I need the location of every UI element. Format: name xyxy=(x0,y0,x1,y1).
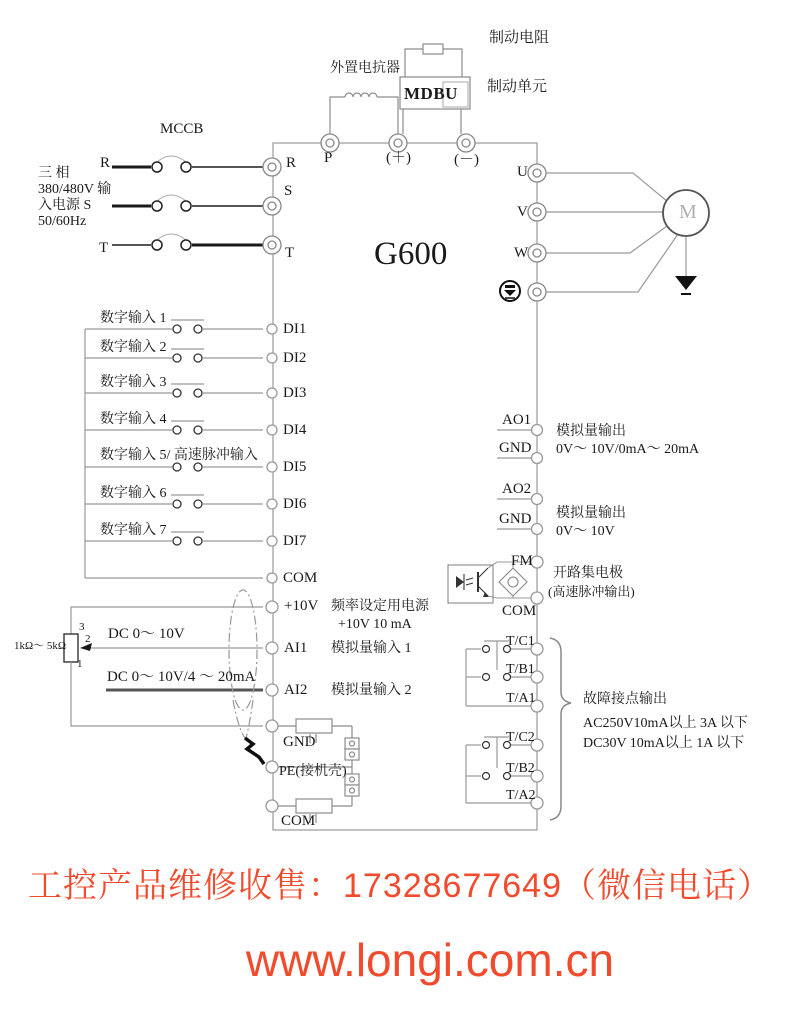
tb1-label: T/B1 xyxy=(506,662,535,677)
terminal-plus-label: (＋) xyxy=(386,150,411,166)
pe-ground-icon xyxy=(500,281,520,301)
relay-spec2: DC30V 10mA以上 1A 以下 xyxy=(583,736,745,751)
terminal-s-label: S xyxy=(284,183,293,199)
input-row-r xyxy=(112,156,263,172)
plus10v-desc: 频率设定用电源 xyxy=(331,599,429,614)
gnd-terminal-label: GND xyxy=(283,734,316,750)
com-bottom-terminal-label: COM xyxy=(281,813,316,829)
footer-website-link[interactable]: www.longi.com.cn xyxy=(245,934,615,986)
pot-pin2-label: 2 xyxy=(85,633,91,645)
motor-label: M xyxy=(679,201,697,223)
ao1-gnd-label: GND xyxy=(499,440,532,456)
source-line: 三 相 xyxy=(38,166,70,181)
di-label: 数字输入 6 xyxy=(100,486,167,501)
mdbu-label: MDBU xyxy=(404,84,458,103)
pot-pin1-label: 1 xyxy=(77,658,83,670)
tb2-label: T/B2 xyxy=(506,761,535,776)
pulse-output-desc: (高速脉冲输出) xyxy=(548,584,635,599)
footer-contact-text: 工控产品维修收售：17328677649（微信电话） xyxy=(28,867,772,905)
ao2-gnd-label: GND xyxy=(499,511,532,527)
control-terminals-left xyxy=(266,324,278,812)
terminal-t-label: T xyxy=(285,245,295,261)
motor-wires xyxy=(546,173,686,292)
terminal-p-label: P xyxy=(324,150,333,166)
power-source-note xyxy=(38,166,111,230)
ao1-terminal-label: AO1 xyxy=(502,412,532,428)
terminal-minus-label: (－) xyxy=(454,152,479,168)
brace-icon xyxy=(550,638,571,820)
terminal-w-label: W xyxy=(514,245,529,261)
di-label: 数字输入 5/ 高速脉冲输入 xyxy=(100,448,258,463)
ai2-wire-label: DC 0～ 10V/4 ～ 20mA xyxy=(107,669,256,685)
pe-terminal-label: PE(接机壳) xyxy=(279,764,347,779)
ai2-desc: 模拟量输入 2 xyxy=(331,683,412,698)
relay-spec1: AC250V10mA以上 3A 以下 xyxy=(583,716,748,731)
di-terminal-label: DI3 xyxy=(283,385,307,401)
tc1-label: T/C1 xyxy=(506,634,535,649)
di-switch-icon xyxy=(85,463,263,471)
tc2-label: T/C2 xyxy=(506,730,535,745)
open-collector-desc: 开路集电极 xyxy=(553,566,623,581)
source-line: 入电源 S xyxy=(38,198,92,214)
shielded-cable-icon xyxy=(229,590,257,738)
shield-drain-wire xyxy=(245,738,264,764)
ta1-label: T/A1 xyxy=(506,691,536,706)
input-row-t xyxy=(112,234,263,250)
motor-ground-icon xyxy=(675,276,697,294)
reactor-label: 外置电抗器 xyxy=(330,61,400,76)
com-terminal-label: COM xyxy=(283,570,318,586)
ai1-desc: 模拟量输入 1 xyxy=(331,641,412,656)
source-line: 380/480V 输 xyxy=(38,182,112,198)
pot-value-label: 1kΩ～ 5kΩ xyxy=(14,640,67,652)
relay-desc: 故障接点输出 xyxy=(583,692,667,707)
terminal-v-label: V xyxy=(517,204,528,220)
di-terminal-label: DI7 xyxy=(283,533,307,549)
ai1-wire-label: DC 0～ 10V xyxy=(108,626,185,642)
fm-com-terminal-label: COM xyxy=(502,603,537,619)
brake-resistor-label: 制动电阻 xyxy=(489,30,550,46)
di-terminal-label: DI5 xyxy=(283,459,307,475)
di-terminal-label: DI2 xyxy=(283,350,307,366)
ao2-desc2: 0V～ 10V xyxy=(556,524,615,539)
plus10v-terminal-label: +10V xyxy=(284,598,319,614)
pot-pin3-label: 3 xyxy=(79,621,85,633)
di-label: 数字输入 1 xyxy=(100,311,167,326)
di-label: 数字输入 7 xyxy=(100,523,167,538)
di-terminal-label: DI1 xyxy=(283,321,307,337)
di-label: 数字输入 4 xyxy=(100,412,167,427)
ao1-desc2: 0V～ 10V/0mA～ 20mA xyxy=(556,442,700,457)
ao1-desc1: 模拟量输出 xyxy=(556,424,626,439)
input-row-s xyxy=(112,195,263,211)
mccb-breaker-rows xyxy=(112,156,263,250)
ai1-terminal-label: AI1 xyxy=(284,640,308,656)
coil-icon xyxy=(345,93,377,97)
di-label: 数字输入 2 xyxy=(100,340,167,355)
phase-r-label: R xyxy=(100,155,111,171)
brake-resistor-circuit xyxy=(405,44,462,77)
reactor-circuit xyxy=(330,93,398,134)
fm-terminal-label: FM xyxy=(511,553,533,569)
terminal-r-label: R xyxy=(286,155,297,171)
phase-t-label: T xyxy=(99,240,109,256)
inverter-model-label: G600 xyxy=(374,236,448,272)
di-terminal-label: DI6 xyxy=(283,496,307,512)
terminal-u-label: U xyxy=(517,164,528,180)
di-terminal-label: DI4 xyxy=(283,422,307,438)
diode-bridge-icon xyxy=(499,568,527,596)
source-line: 50/60Hz xyxy=(38,214,87,230)
ai2-terminal-label: AI2 xyxy=(284,682,308,698)
mccb-label: MCCB xyxy=(160,121,204,137)
brake-unit-label: 制动单元 xyxy=(487,79,548,95)
plus10v-desc2: +10V 10 mA xyxy=(338,617,412,632)
ao2-terminal-label: AO2 xyxy=(502,481,532,497)
di-label: 数字输入 3 xyxy=(100,375,167,390)
ao2-desc1: 模拟量输出 xyxy=(556,506,626,521)
ta2-label: T/A2 xyxy=(506,788,536,803)
